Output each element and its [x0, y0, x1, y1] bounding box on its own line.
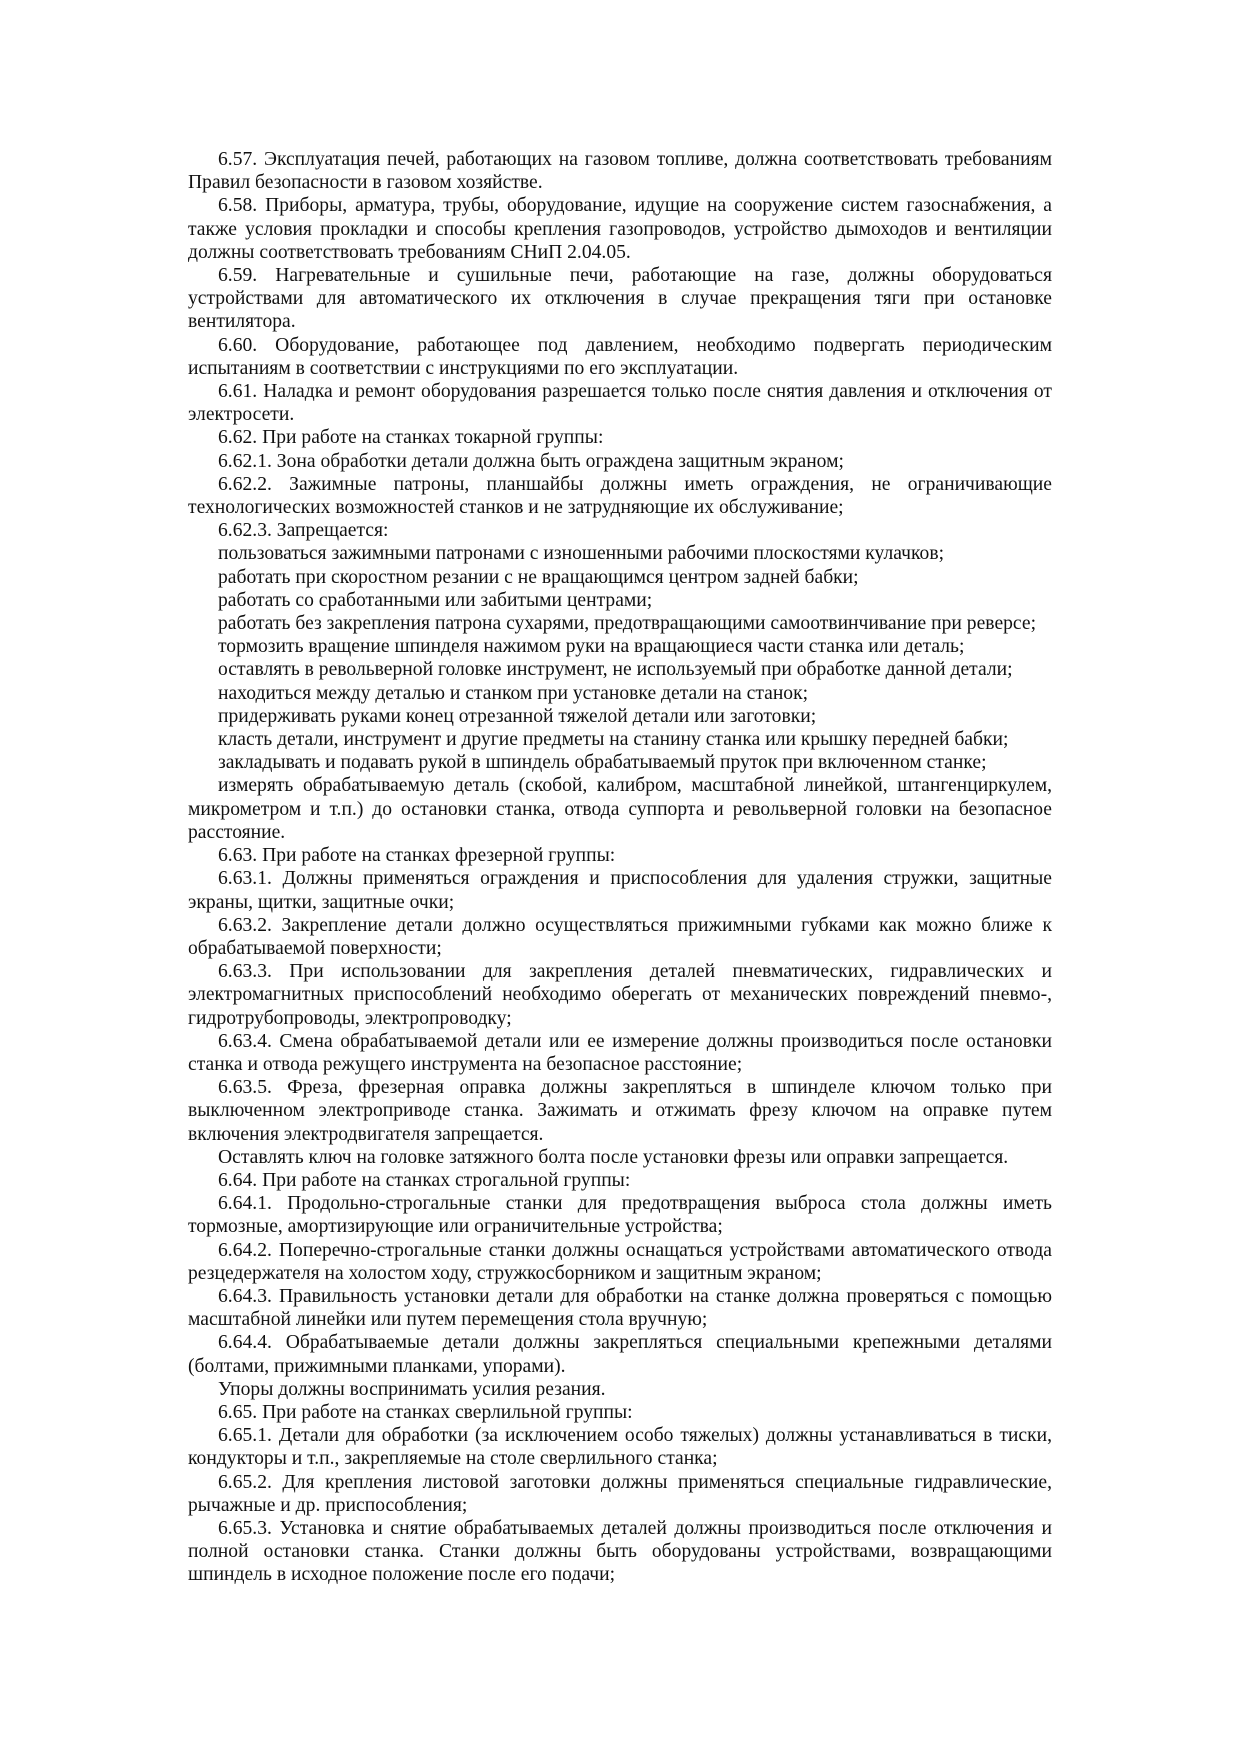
paragraph-6-62-2: 6.62.2. Зажимные патроны, планшайбы должны иметь ограждения, не ограничивающие технологических возможностей станков и не затрудняющие их обслуживание;	[188, 473, 1052, 519]
paragraph-6-63-4: 6.63.4. Смена обрабатываемой детали или ее измерение должны производиться после остановки станка и отвода режущего инструмента на безопасное расстояние;	[188, 1030, 1052, 1075]
paragraph-6-63-2: 6.63.2. Закрепление детали должно осуществляться прижимными губками как можно ближе к обрабатываемой поверхности;	[188, 914, 1052, 959]
paragraph-6-64-1: 6.64.1. Продольно-строгальные станки для предотвращения выброса стола должны иметь тормозные, амортизирующие или ограничительные устройства;	[188, 1193, 1052, 1238]
paragraph-6-64-3: 6.64.3. Правильность установки детали для обработки на станке должна проверяться с помощью масштабной линейки или путем перемещения стола вручную;	[188, 1285, 1052, 1331]
paragraph-6-65-3: 6.65.3. Установка и снятие обрабатываемых деталей должны производиться после отключения и полной остановки станка. Станки должны быть оборудованы устройствами, возвращающими шпиндель в исходное положение после его подачи;	[188, 1517, 1052, 1586]
paragraph-6-60: 6.60. Оборудование, работающее под давлением, необходимо подвергать периодическим испытаниям в соответствии с инструкциями по его эксплуатации.	[188, 334, 1052, 379]
paragraph-6-62-3: 6.62.3. Запрещается:	[218, 520, 389, 542]
prohibition-item: придерживать руками конец отрезанной тяжелой детали или заготовки;	[218, 705, 817, 727]
paragraph-6-57: 6.57. Эксплуатация печей, работающих на газовом топливе, должна соответствовать требованиям Правил безопасности в газовом хозяйстве.	[188, 149, 1052, 194]
prohibition-item: работать при скоростном резании с не вращающимся центром задней бабки;	[218, 566, 859, 588]
paragraph-6-61: 6.61. Наладка и ремонт оборудования разрешается только после снятия давления и отключения от электросети.	[188, 381, 1052, 426]
paragraph-6-65-2: 6.65.2. Для крепления листовой заготовки должны применяться специальные гидравлические, рычажные и др. приспособления;	[188, 1471, 1052, 1516]
paragraph-6-58: 6.58. Приборы, арматура, трубы, оборудование, идущие на сооружение систем газоснабжения, а также условия прокладки и способы крепления газопроводов, устройство дымоходов и вентиляции должны соответствовать требованиям СНиП 2.04.05.	[188, 195, 1052, 263]
document-page	[188, 148, 1052, 1587]
paragraph-6-63-3: 6.63.3. При использовании для закрепления деталей пневматических, гидравлических и электромагнитных приспособлений необходимо оберегать от механических повреждений пневмо-, гидротрубопроводы, электропроводку;	[188, 961, 1052, 1029]
paragraph-6-63: 6.63. При работе на станках фрезерной группы:	[218, 845, 616, 867]
paragraph-6-63-5-note: Оставлять ключ на головке затяжного болта после установки фрезы или оправки запрещается.	[218, 1146, 1009, 1168]
paragraph-6-62: 6.62. При работе на станках токарной группы:	[218, 427, 604, 449]
paragraph-6-63-5: 6.63.5. Фреза, фрезерная оправка должны закрепляться в шпинделе ключом только при выключенном электроприводе станка. Зажимать и отжимать фрезу ключом на оправке путем включения электродвигателя запрещается.	[188, 1077, 1052, 1145]
paragraph-6-59: 6.59. Нагревательные и сушильные печи, работающие на газе, должны оборудоваться устройствами для автоматического их отключения в случае прекращения тяги при остановке вентилятора.	[188, 265, 1052, 333]
paragraph-6-64-2: 6.64.2. Поперечно-строгальные станки должны оснащаться устройствами автоматического отвода резцедержателя на холостом ходу, стружкосборником и защитным экраном;	[188, 1239, 1052, 1284]
prohibition-item: работать без закрепления патрона сухарями, предотвращающими самоотвинчивание при реверсе;	[218, 613, 1037, 635]
prohibition-item: измерять обрабатываемую деталь (скобой, калибром, масштабной линейкой, штангенциркулем, микрометром и т.п.) до остановки станка, отвода суппорта и револьверной головки на безопасное расстояние.	[188, 775, 1052, 843]
prohibition-item: класть детали, инструмент и другие предметы на станину станка или крышку передней бабки;	[218, 729, 1009, 751]
prohibition-item: работать со сработанными или забитыми центрами;	[218, 589, 653, 611]
prohibition-item: закладывать и подавать рукой в шпиндель обрабатываемый пруток при включенном станке;	[218, 752, 987, 774]
paragraph-6-64: 6.64. При работе на станках строгальной группы:	[218, 1169, 631, 1191]
prohibition-item: оставлять в револьверной головке инструмент, не используемый при обработке данной детали;	[218, 659, 1013, 681]
prohibition-item: пользоваться зажимными патронами с изношенными рабочими плоскостями кулачков;	[218, 543, 945, 565]
paragraph-6-64-4-note: Упоры должны воспринимать усилия резания.	[218, 1378, 606, 1400]
prohibition-item: тормозить вращение шпинделя нажимом руки на вращающиеся части станка или деталь;	[218, 636, 965, 658]
paragraph-6-65-1: 6.65.1. Детали для обработки (за исключением особо тяжелых) должны устанавливаться в тиски, кондукторы и т.п., закрепляемые на столе сверлильного станка;	[188, 1425, 1052, 1470]
prohibition-item: находиться между деталью и станком при установке детали на станок;	[218, 682, 809, 704]
paragraph-6-62-1: 6.62.1. Зона обработки детали должна быть ограждена защитным экраном;	[218, 450, 844, 472]
paragraph-6-63-1: 6.63.1. Должны применяться ограждения и приспособления для удаления стружки, защитные экраны, щитки, защитные очки;	[188, 868, 1052, 913]
paragraph-6-65: 6.65. При работе на станках сверлильной группы:	[218, 1401, 633, 1423]
paragraph-6-64-4: 6.64.4. Обрабатываемые детали должны закрепляться специальными крепежными деталями (болтами, прижимными планками, упорами).	[188, 1332, 1052, 1377]
